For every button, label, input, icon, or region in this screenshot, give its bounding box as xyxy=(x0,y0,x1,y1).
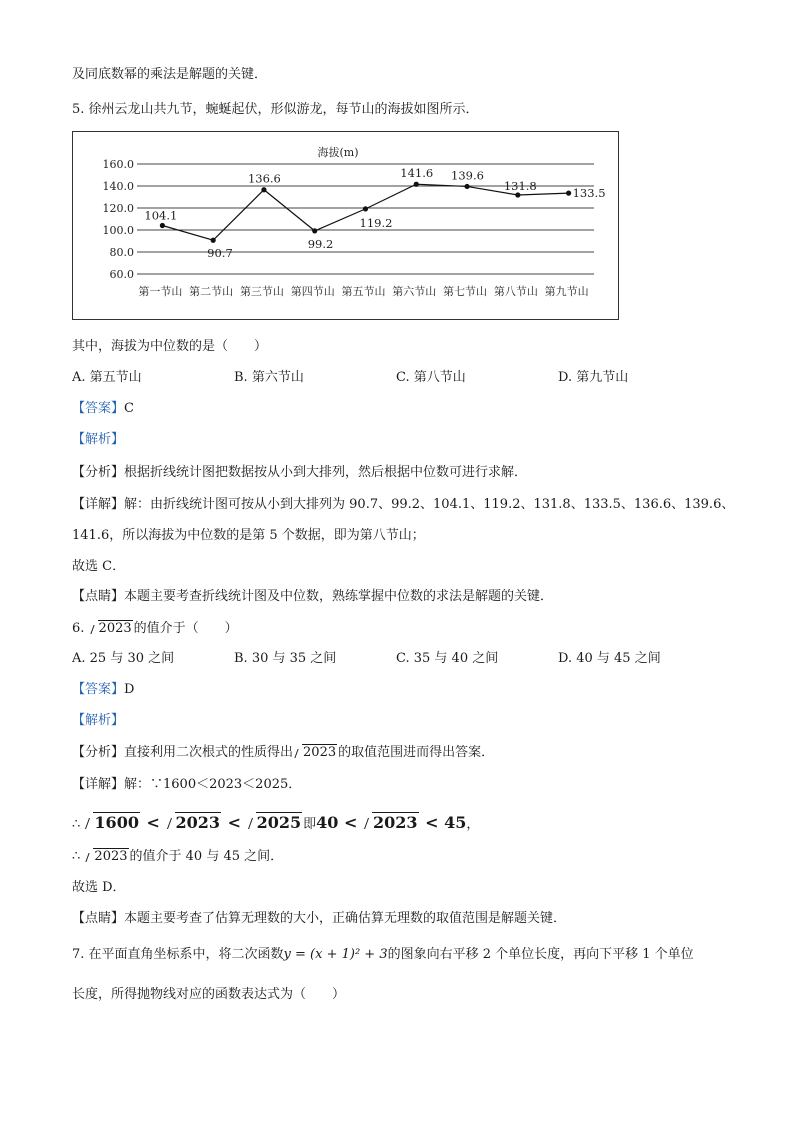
y-tick-label: 120.0 xyxy=(102,202,134,215)
data-point xyxy=(211,238,216,243)
q5-option-b: B. 第六节山 xyxy=(234,370,304,385)
ji-text: 即 xyxy=(303,817,317,832)
q5-option-c: C. 第八节山 xyxy=(396,370,466,385)
answer-value: D xyxy=(124,682,135,697)
q6-key-point xyxy=(72,910,566,928)
data-point xyxy=(363,206,368,211)
data-point xyxy=(566,191,571,196)
sqrt-symbol xyxy=(84,848,128,866)
key-point-text: 本题主要考查折线统计图及中位数，熟练掌握中位数的求法是解题的关键． xyxy=(124,589,554,604)
detail-text: 解：∵1600＜2023＜2025． xyxy=(124,777,302,792)
q5-option-d: D. 第九节山 xyxy=(558,370,629,385)
question-5-stem: 5. 徐州云龙山共九节，蜿蜒起伏，形似游龙，每节山的海拔如图所示． xyxy=(72,102,479,117)
data-label: 139.6 xyxy=(451,168,484,183)
x-tick-label: 第八节山 xyxy=(493,285,538,298)
q6-option-b: B. 30 与 35 之间 xyxy=(234,651,337,666)
data-point xyxy=(312,228,317,233)
therefore-symbol: ∴ xyxy=(72,849,81,864)
sqrt-symbol xyxy=(166,812,222,834)
q6-inequality xyxy=(72,812,479,836)
answer-value: C xyxy=(124,401,134,416)
q5-detail-1 xyxy=(72,496,734,514)
y-tick-label: 80.0 xyxy=(109,246,134,259)
q6-number: 6. xyxy=(72,621,85,636)
data-point xyxy=(160,223,165,228)
q7-text-b: 的图象向右平移 2 个单位长度，再向下平移 1 个单位 xyxy=(387,947,694,962)
data-label: 131.8 xyxy=(503,179,537,194)
detail-text: 解：由折线统计图可按从小到大排列为 90.7、99.2、104.1、119.2、131.8、133.5、136.6、139.6、 xyxy=(124,497,735,512)
q6-option-a: A. 25 与 30 之间 xyxy=(72,651,175,666)
q6-analysis xyxy=(72,744,494,762)
analysis-tag: 【分析】 xyxy=(72,465,125,480)
q6-text: 的值介于（ ） xyxy=(133,621,238,636)
data-point xyxy=(464,184,469,189)
altitude-line-chart xyxy=(72,131,619,320)
x-tick-label: 第二节山 xyxy=(189,285,234,298)
data-label: 99.2 xyxy=(307,236,334,251)
analysis-tag: 【分析】 xyxy=(72,745,125,760)
y-tick-label: 160.0 xyxy=(102,158,134,171)
data-label: 104.1 xyxy=(144,208,178,223)
radicand: 2023 xyxy=(175,813,221,832)
lt-sign: < xyxy=(344,813,358,832)
chart-title: 海拔(m) xyxy=(317,146,359,159)
analysis-text: 根据折线统计图把数据按从小到大排列，然后根据中位数可进行求解． xyxy=(124,465,528,480)
radicand: 2023 xyxy=(94,849,128,864)
radicand: 2023 xyxy=(303,745,337,760)
therefore-symbol: ∴ xyxy=(72,817,81,832)
radicand: 2025 xyxy=(256,813,302,832)
q5-choice: 故选 C． xyxy=(72,559,126,574)
lt-sign: < xyxy=(425,813,439,832)
q6-conclusion xyxy=(72,848,283,866)
x-tick-label: 第五节山 xyxy=(341,285,386,298)
analysis-text-a: 直接利用二次根式的性质得出 xyxy=(124,745,294,760)
sqrt-symbol xyxy=(89,620,133,638)
q5-analysis xyxy=(72,464,527,482)
q6-choice: 故选 D． xyxy=(72,880,126,895)
question-7-line-1 xyxy=(72,946,694,964)
q6-option-d: D. 40 与 45 之间 xyxy=(558,651,661,666)
data-point xyxy=(261,187,266,192)
q7-function: y = (x + 1)² + 3 xyxy=(283,947,388,962)
x-tick-label: 第七节山 xyxy=(443,285,488,298)
y-tick-label: 140.0 xyxy=(102,180,134,193)
q7-text-a: 7. 在平面直角坐标系中，将二次函数 xyxy=(72,947,284,962)
data-label: 133.5 xyxy=(572,186,606,201)
sqrt-symbol xyxy=(363,812,419,834)
q5-analysis-heading: 【解析】 xyxy=(72,432,125,447)
chart-svg xyxy=(73,132,620,321)
question-5-ask: 其中，海拔为中位数的是（ ） xyxy=(72,339,268,354)
q6-option-c: C. 35 与 40 之间 xyxy=(396,651,499,666)
previous-conclusion: 及同底数幂的乘法是解题的关键． xyxy=(72,67,268,82)
key-point-text: 本题主要考查了估算无理数的大小，正确估算无理数的取值范围是解题关键． xyxy=(124,911,567,926)
key-point-tag: 【点睛】 xyxy=(72,589,125,604)
key-point-tag: 【点睛】 xyxy=(72,911,125,926)
question-7-line-2: 长度，所得抛物线对应的函数表达式为（ ） xyxy=(72,987,346,1002)
sqrt-symbol xyxy=(247,812,303,834)
inequality-chain xyxy=(84,813,466,832)
x-tick-label: 第三节山 xyxy=(239,285,284,298)
q5-key-point xyxy=(72,588,553,606)
radicand: 1600 xyxy=(94,813,139,832)
q5-detail-2: 141.6，所以海拔为中位数的是第 5 个数据，即为第八节山； xyxy=(72,528,425,543)
q5-option-a: A. 第五节山 xyxy=(72,370,142,385)
data-point xyxy=(414,182,419,187)
y-tick-label: 100.0 xyxy=(102,224,134,237)
lt-sign: < xyxy=(146,813,160,832)
data-label: 119.2 xyxy=(359,215,393,230)
data-point xyxy=(515,192,520,197)
analysis-text-b: 的取值范围进而得出答案． xyxy=(338,745,495,760)
comma: ， xyxy=(466,817,480,832)
data-label: 90.7 xyxy=(207,246,233,261)
q6-answer xyxy=(72,681,134,699)
q5-answer xyxy=(72,400,134,418)
q6-analysis-heading: 【解析】 xyxy=(72,713,125,728)
value-45: 45 xyxy=(444,813,467,832)
value-40: 40 xyxy=(316,813,339,832)
sqrt-symbol xyxy=(293,744,337,762)
x-tick-label: 第六节山 xyxy=(392,285,437,298)
conclusion-text: 的值介于 40 与 45 之间． xyxy=(129,849,284,864)
sqrt-symbol xyxy=(84,812,140,834)
lt-sign: < xyxy=(227,813,242,832)
answer-tag: 【答案】 xyxy=(72,401,125,416)
detail-tag: 【详解】 xyxy=(72,497,125,512)
x-tick-label: 第九节山 xyxy=(544,285,589,298)
detail-tag: 【详解】 xyxy=(72,777,125,792)
x-tick-label: 第四节山 xyxy=(290,285,335,298)
radicand: 2023 xyxy=(98,621,132,636)
x-tick-label: 第一节山 xyxy=(138,285,183,298)
answer-tag: 【答案】 xyxy=(72,682,125,697)
radicand: 2023 xyxy=(372,813,418,832)
question-6-stem xyxy=(72,620,238,638)
q6-detail xyxy=(72,776,301,794)
y-tick-label: 60.0 xyxy=(109,268,134,281)
data-label: 141.6 xyxy=(400,166,434,181)
data-label: 136.6 xyxy=(247,171,281,186)
